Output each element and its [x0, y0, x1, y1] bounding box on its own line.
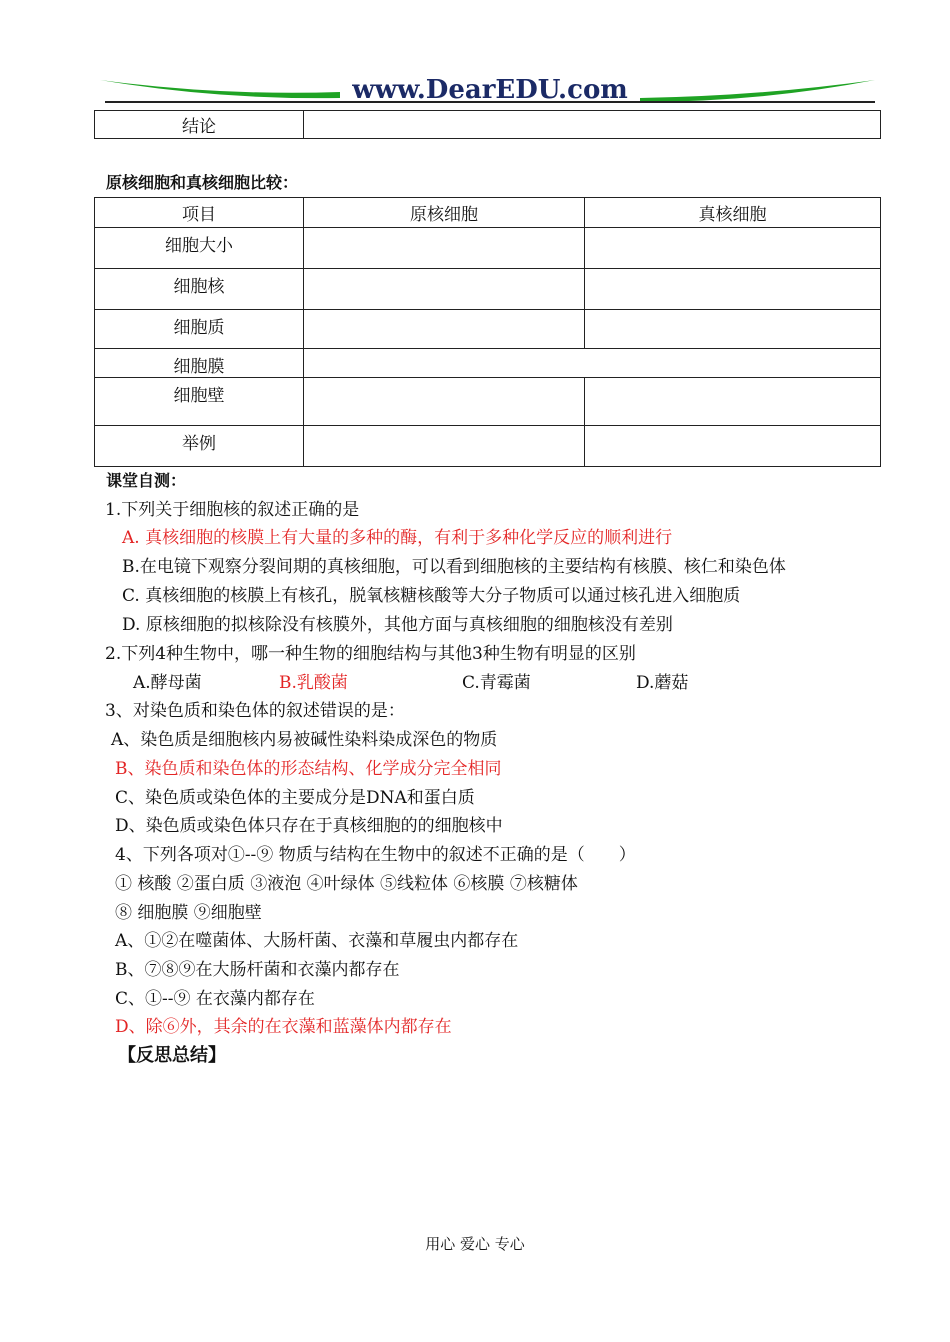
green-swoosh-right: [640, 80, 875, 102]
q4-option-b: B、⑦⑧⑨在大肠杆菌和衣藻内都存在: [115, 960, 400, 980]
table-cell-merged: [304, 349, 881, 378]
q1-option-d: D. 原核细胞的拟核除没有核膜外，其他方面与真核细胞的细胞核没有差别: [122, 615, 673, 635]
column-header: 原核细胞: [304, 198, 585, 228]
table-row: [95, 426, 881, 467]
table-row: [95, 228, 881, 269]
row-label: 细胞膜: [95, 349, 304, 378]
row-label: 举例: [95, 426, 304, 467]
table-row: [95, 378, 881, 426]
q1-option-c: C. 真核细胞的核膜上有核孔，脱氧核糖核酸等大分子物质可以通过核孔进入细胞质: [122, 586, 741, 606]
table-cell: [585, 310, 881, 349]
q2-option-a: A.酵母菌: [133, 673, 202, 693]
table-cell: [585, 269, 881, 310]
table-cell: [304, 378, 585, 426]
page-footer: 用心 爱心 专心: [425, 1235, 525, 1253]
q3-option-c: C、染色质或染色体的主要成分是DNA和蛋白质: [115, 788, 475, 808]
column-header: 项目: [95, 198, 304, 228]
q1-stem: 1.下列关于细胞核的叙述正确的是: [105, 500, 360, 520]
q4-option-d: D、除⑥外，其余的在衣藻和蓝藻体内都存在: [115, 1017, 452, 1037]
q3-option-b: B、染色质和染色体的形态结构、化学成分完全相同: [115, 759, 502, 779]
green-swoosh-left: [100, 80, 340, 98]
column-header: 真核细胞: [585, 198, 881, 228]
row-label: 细胞壁: [95, 378, 304, 426]
table-cell: [585, 378, 881, 426]
table-cell: [585, 426, 881, 467]
table-cell: [304, 269, 585, 310]
conclusion-value-cell: [304, 111, 881, 139]
q2-option-c: C.青霉菌: [462, 673, 531, 693]
table-cell: [304, 228, 585, 269]
comparison-table: [94, 197, 881, 467]
header-rule: [105, 101, 875, 103]
q4-option-c: C、①--⑨ 在衣藻内都存在: [115, 989, 315, 1009]
q4-items-line2: ⑧ 细胞膜 ⑨细胞壁: [115, 903, 262, 923]
quiz-title: 课堂自测：: [106, 471, 187, 490]
q1-option-a: A. 真核细胞的核膜上有大量的多种的酶，有利于多种化学反应的顺利进行: [122, 528, 673, 548]
row-label: 细胞核: [95, 269, 304, 310]
site-logo-text: www.DearEDU.com: [352, 75, 628, 105]
table-header-row: [95, 198, 881, 228]
row-label: 细胞质: [95, 310, 304, 349]
reflection-heading: 【反思总结】: [118, 1045, 226, 1066]
row-label: 细胞大小: [95, 228, 304, 269]
q3-stem: 3、对染色质和染色体的叙述错误的是：: [105, 701, 405, 721]
table-cell: [585, 228, 881, 269]
q1-option-b: B.在电镜下观察分裂间期的真核细胞，可以看到细胞核的主要结构有核膜、核仁和染色体: [122, 557, 786, 577]
table-cell: [304, 426, 585, 467]
q4-stem: 4、下列各项对①--⑨ 物质与结构在生物中的叙述不正确的是（ ）: [115, 845, 636, 865]
q2-option-b: B.乳酸菌: [279, 673, 348, 693]
q2-stem: 2.下列4种生物中，哪一种生物的细胞结构与其他3种生物有明显的区别: [105, 644, 636, 664]
q3-option-a: A、染色质是细胞核内易被碱性染料染成深色的物质: [111, 730, 498, 750]
table-row: [95, 349, 881, 378]
conclusion-label: 结论: [95, 111, 304, 139]
q4-items-line1: ① 核酸 ②蛋白质 ③液泡 ④叶绿体 ⑤线粒体 ⑥核膜 ⑦核糖体: [115, 874, 578, 894]
table-row: [95, 269, 881, 310]
q3-option-d: D、染色质或染色体只存在于真核细胞的的细胞核中: [115, 816, 503, 836]
table-cell: [304, 310, 585, 349]
comparison-title: 原核细胞和真核细胞比较：: [106, 173, 299, 192]
q4-option-a: A、①②在噬菌体、大肠杆菌、衣藻和草履虫内都存在: [115, 931, 519, 951]
table-row: [95, 310, 881, 349]
conclusion-table: [94, 110, 881, 139]
q2-option-d: D.蘑菇: [636, 673, 689, 693]
